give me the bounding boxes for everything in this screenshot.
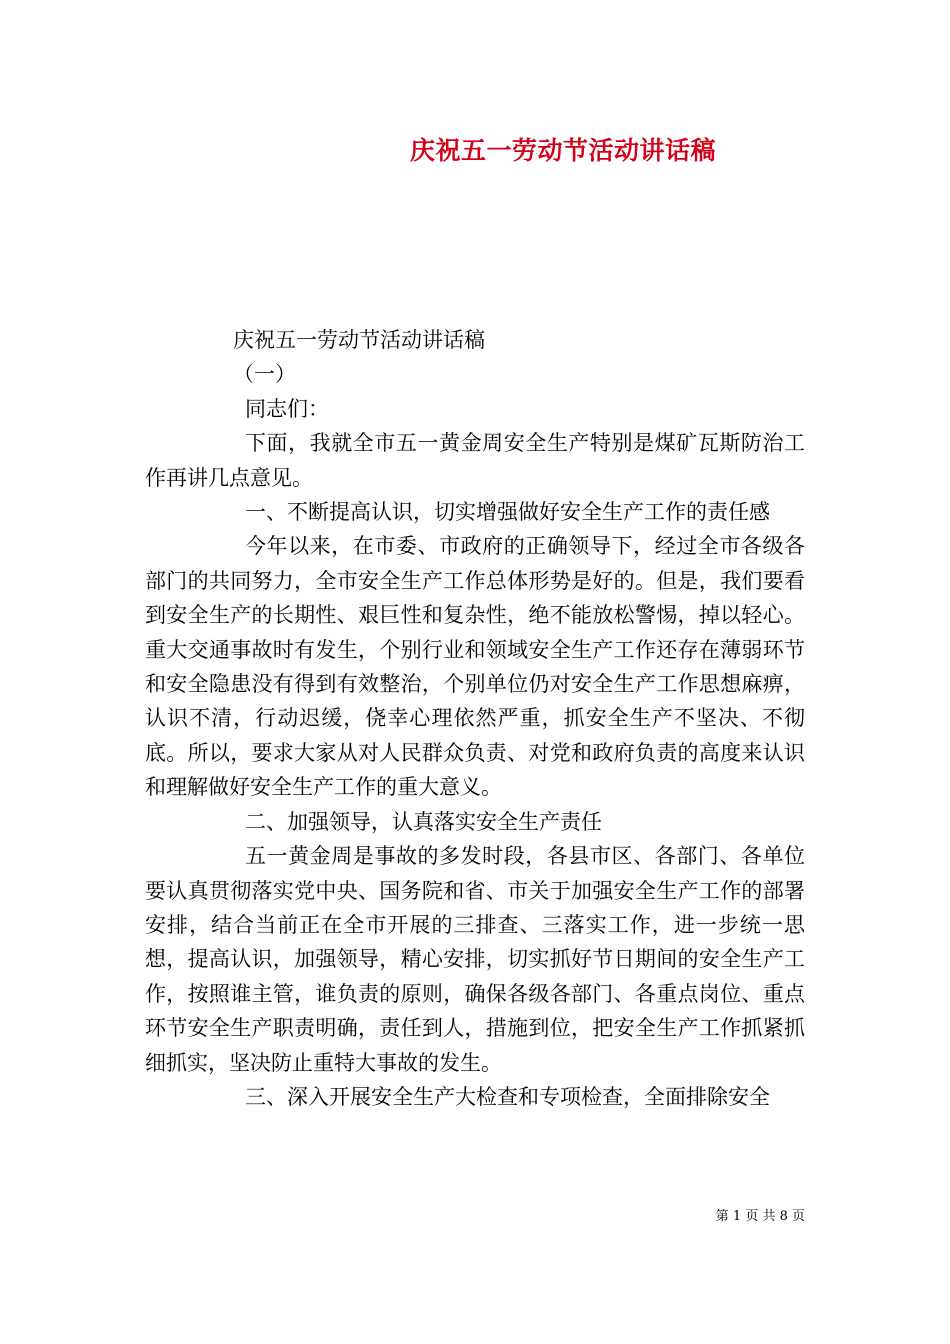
body-subtitle: 庆祝五一劳动节活动讲话稿 (233, 328, 485, 352)
heading-three: 三、深入开展安全生产大检查和专项检查，全面排除安全 (245, 1084, 770, 1109)
section-marker: （一） (233, 362, 296, 387)
paragraph-one: 今年以来，在市委、市政府的正确领导下，经过全市各级各部门的共同努力，全市安全生产工作总体形势是好的。但是，我们要看到安全生产的长期性、艰巨性和复杂性，绝不能放松警惕，掉以轻心。重大交通事故时有发生，个别行业和领域安全生产工作还存在薄弱环节和安全隐患没有得到有效整治，个别单位仍对安全生产工作思想麻痹，认识不清，行动迟缓，侥幸心理依然严重，抓安全生产不坚决、不彻底。所以，要求大家从对人民群众负责、对党和政府负责的高度来认识和理解做好安全生产工作的重大意义。 (145, 534, 805, 800)
heading-two: 二、加强领导，认真落实安全生产责任 (245, 809, 602, 834)
salutation: 同志们： (245, 396, 329, 421)
heading-one: 一、不断提高认识，切实增强做好安全生产工作的责任感 (245, 500, 770, 525)
document-body (145, 323, 805, 1114)
page-footer: 第 1 页 共 8 页 (715, 1209, 805, 1224)
paragraph-two: 五一黄金周是事故的多发时段，各县市区、各部门、各单位要认真贯彻落实党中央、国务院和省、市关于加强安全生产工作的部署安排，结合当前正在全市开展的三排查、三落实工作，进一步统一思想，提高认识，加强领导，精心安排，切实抓好节日期间的安全生产工作，按照谁主管，谁负责的原则，确保各级各部门、各重点岗位、重点环节安全生产职责明确，责任到人，措施到位，把安全生产工作抓紧抓细抓实，坚决防止重特大事故的发生。 (145, 844, 805, 1075)
paragraph-intro: 下面，我就全市五一黄金周安全生产特别是煤矿瓦斯防治工作再讲几点意见。 (145, 431, 805, 490)
document-title: 庆祝五一劳动节活动讲话稿 (410, 136, 717, 165)
